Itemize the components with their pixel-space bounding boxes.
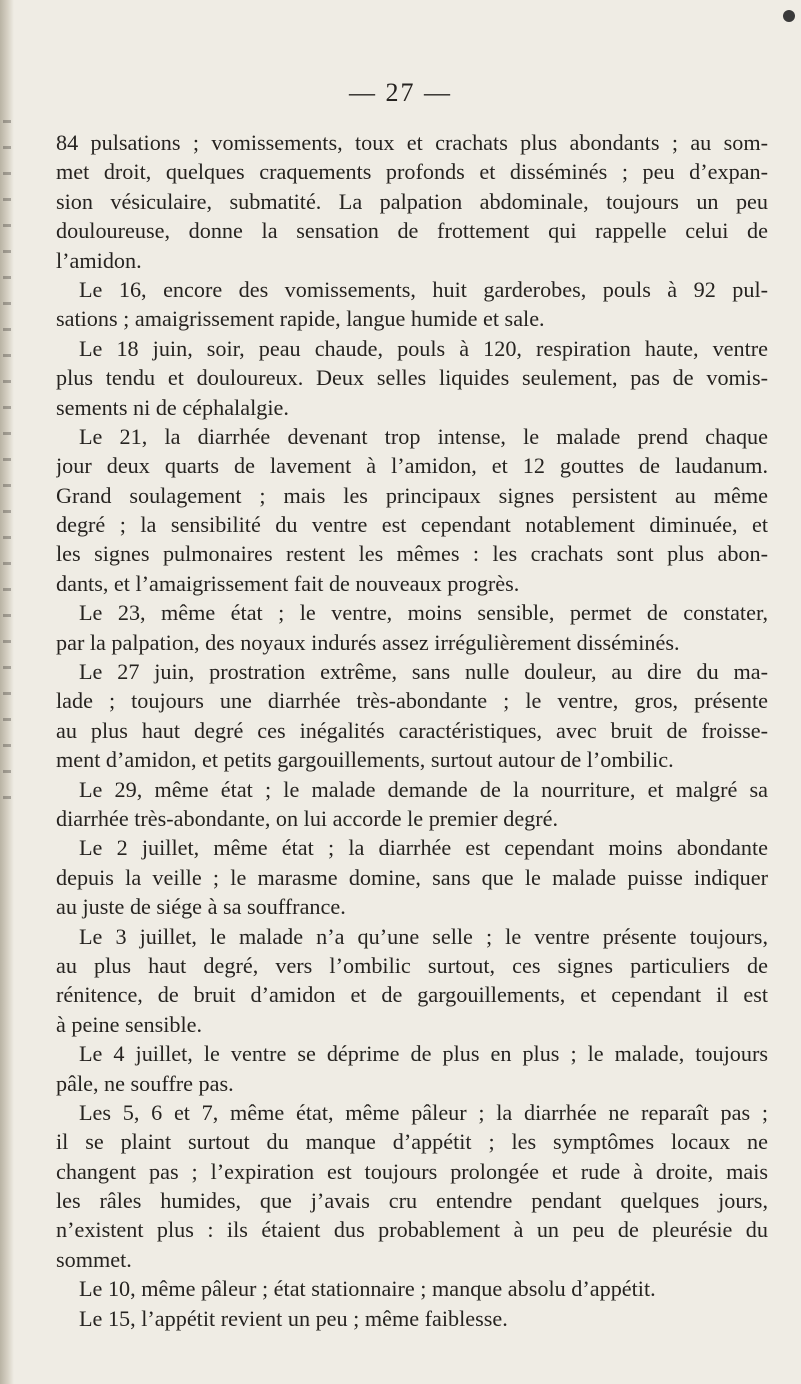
paragraph-start-line: Les 5, 6 et 7, même état, même pâleur ; la diarrhée ne reparaît pas ; <box>79 1099 768 1125</box>
text-line: lade ; toujours une diarrhée très-abondante ; le ventre, gros, présente <box>56 688 768 714</box>
page-number: — 27 — <box>349 78 452 107</box>
text-line: sommet. <box>56 1246 132 1272</box>
text-line: 84 pulsations ; vomissements, toux et crachats plus abondants ; au som- <box>56 130 768 155</box>
text-line: degré ; la sensibilité du ventre est cependant notablement diminuée, et <box>56 512 768 538</box>
text-line: rénitence, de bruit d’amidon et de gargouillements, et cependant il est <box>56 982 768 1008</box>
text-line: au juste de siége à sa souffrance. <box>56 894 346 920</box>
text-line: il se plaint surtout du manque d’appétit ; les symptômes locaux ne <box>56 1129 768 1155</box>
text-line: les signes pulmonaires restent les mêmes : les crachats sont plus abon- <box>56 541 768 567</box>
text-line: au plus haut degré, vers l’ombilic surtout, ces signes particuliers de <box>56 952 768 978</box>
binding-stitch-marks <box>3 120 11 820</box>
text-line: Grand soulagement ; mais les principaux signes persistent au même <box>56 482 768 508</box>
paragraph-start-line: Le 21, la diarrhée devenant trop intense, le malade prend chaque <box>79 423 768 449</box>
text-line: les râles humides, que j’avais cru entendre pendant quelques jours, <box>56 1188 768 1214</box>
paragraph-start-line: Le 2 juillet, même état ; la diarrhée est cependant moins abondante <box>79 835 768 861</box>
corner-ink-dot <box>783 10 795 22</box>
text-line: dants, et l’amaigrissement fait de nouveaux progrès. <box>56 570 520 596</box>
text-line: depuis la veille ; le marasme domine, sans que le malade puisse indiquer <box>56 864 768 890</box>
text-line: n’existent plus : ils étaient dus probablement à un peu de pleurésie du <box>56 1217 768 1243</box>
paragraph-start-line: Le 10, même pâleur ; état stationnaire ; manque absolu d’appétit. <box>79 1276 656 1302</box>
paragraph-start-line: Le 18 juin, soir, peau chaude, pouls à 120, respiration haute, ventre <box>79 335 768 361</box>
paragraph-start-line: Le 23, même état ; le ventre, moins sensible, permet de constater, <box>79 600 768 626</box>
text-line: pâle, ne souffre pas. <box>56 1070 234 1096</box>
text-line: au plus haut degré ces inégalités caractéristiques, avec bruit de froisse- <box>56 717 768 743</box>
paragraph-start-line: Le 16, encore des vomissements, huit garderobes, pouls à 92 pul- <box>79 276 768 302</box>
text-line: ment d’amidon, et petits gargouillements, surtout autour de l’ombilic. <box>56 747 674 773</box>
text-line: changent pas ; l’expiration est toujours prolongée et rude à droite, mais <box>56 1158 768 1184</box>
text-line: l’amidon. <box>56 247 142 273</box>
text-line: diarrhée très-abondante, on lui accorde le premier degré. <box>56 805 559 831</box>
text-line: plus tendu et douloureux. Deux selles liquides seulement, pas de vomis- <box>56 365 768 391</box>
paragraph-start-line: Le 4 juillet, le ventre se déprime de plus en plus ; le malade, toujours <box>79 1041 768 1067</box>
paragraph-start-line: Le 3 juillet, le malade n’a qu’une selle ; le ventre présente toujours, <box>79 923 768 949</box>
text-line: sements ni de céphalalgie. <box>56 394 289 420</box>
text-line: sations ; amaigrissement rapide, langue humide et sale. <box>56 306 545 332</box>
text-line: jour deux quarts de lavement à l’amidon, et 12 gouttes de laudanum. <box>56 453 768 479</box>
text-line: à peine sensible. <box>56 1011 203 1037</box>
text-line: sion vésiculaire, submatité. La palpation abdominale, toujours un peu <box>56 188 768 214</box>
text-line: douloureuse, donne la sensation de frottement qui rappelle celui de <box>56 218 768 244</box>
paragraph-start-line: Le 15, l’appétit revient un peu ; même faiblesse. <box>79 1305 508 1331</box>
text-line: met droit, quelques craquements profonds et disséminés ; peu d’expan- <box>56 159 768 185</box>
paragraph-start-line: Le 27 juin, prostration extrême, sans nulle douleur, au dire du ma- <box>79 659 768 685</box>
paragraph-start-line: Le 29, même état ; le malade demande de la nourriture, et malgré sa <box>79 776 768 802</box>
text-line: par la palpation, des noyaux indurés assez irrégulièrement disséminés. <box>56 629 680 655</box>
body-text <box>56 128 768 1333</box>
